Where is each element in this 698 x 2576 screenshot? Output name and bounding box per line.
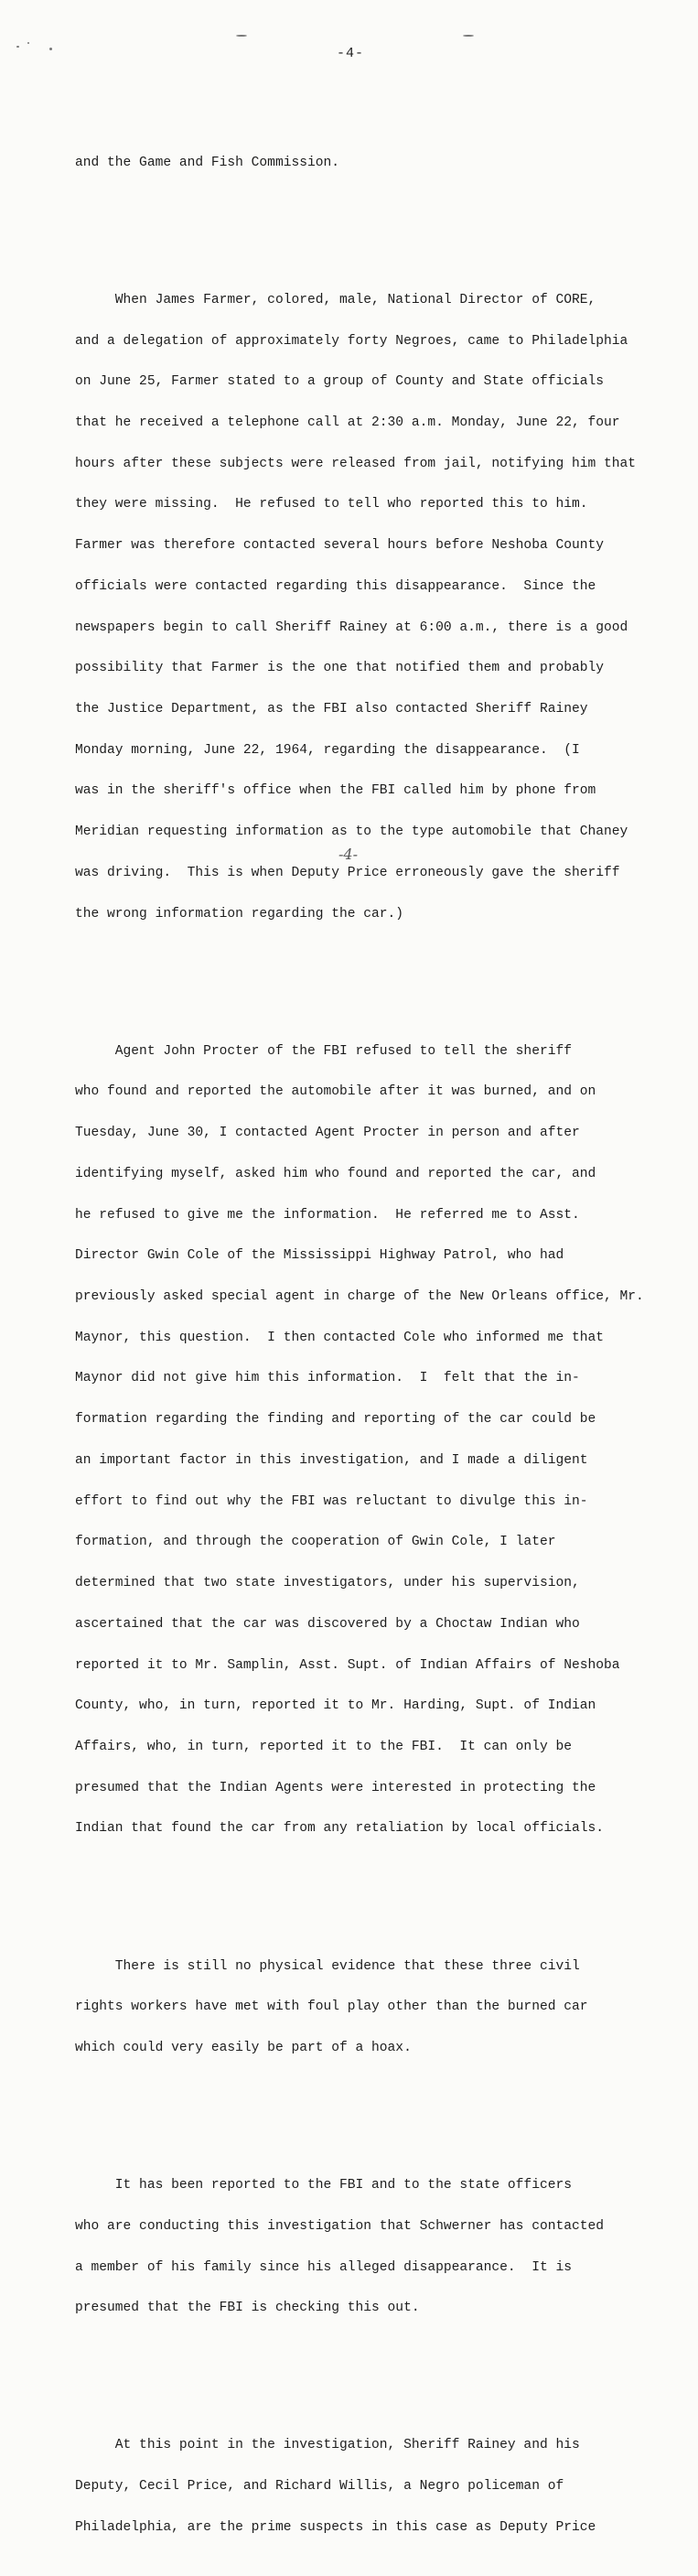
text-line: ascertained that the car was discovered by a Choctaw Indian who: [75, 1616, 580, 1632]
text-line: was in the sheriff's office when the FBI called him by phone from: [75, 783, 596, 799]
paragraph: [75, 1018, 660, 1863]
document-body: [75, 102, 660, 2576]
paragraph: [75, 2412, 660, 2562]
text-line: identifying myself, asked him who found and reported the car, and: [75, 1166, 596, 1181]
paragraph: [75, 129, 660, 198]
text-line: formation regarding the finding and reporting of the car could be: [75, 1412, 596, 1428]
text-line: they were missing. He refused to tell who reported this to him.: [75, 497, 588, 512]
text-line: effort to find out why the FBI was reluctant to divulge this in-: [75, 1493, 588, 1509]
text-line: an important factor in this investigation, and I made a diligent: [75, 1452, 588, 1468]
text-line: newspapers begin to call Sheriff Rainey at 6:00 a.m., there is a good: [75, 620, 628, 635]
text-line: who found and reported the automobile after it was burned, and on: [75, 1084, 596, 1100]
text-line: County, who, in turn, reported it to Mr. Harding, Supt. of Indian: [75, 1698, 596, 1714]
text-line: a member of his family since his alleged disappearance. It is: [75, 2259, 572, 2275]
paragraph: [75, 266, 660, 948]
text-line: At this point in the investigation, Sheriff Rainey and his: [75, 2438, 580, 2453]
text-line: who are conducting this investigation that Schwerner has contacted: [75, 2218, 605, 2234]
text-line: Agent John Procter of the FBI refused to tell the sheriff: [75, 1043, 572, 1059]
text-line: which could very easily be part of a hoax.: [75, 2040, 412, 2055]
scan-speck: [16, 46, 19, 48]
text-line: officials were contacted regarding this disappearance. Since the: [75, 578, 596, 594]
text-line: that he received a telephone call at 2:30 a.m. Monday, June 22, four: [75, 415, 620, 430]
text-line: When James Farmer, colored, male, National Director of CORE,: [75, 292, 596, 307]
text-line: was driving. This is when Deputy Price erroneously gave the sheriff: [75, 865, 620, 880]
scan-speck: [463, 35, 474, 37]
text-line: presumed that the FBI is checking this out.: [75, 2301, 420, 2316]
text-line: Maynor did not give him this information. I felt that the in-: [75, 1371, 580, 1386]
text-line: on June 25, Farmer stated to a group of County and State officials: [75, 374, 605, 390]
paragraph: [75, 1933, 660, 2083]
text-line: Meridian requesting information as to the type automobile that Chaney: [75, 825, 628, 840]
text-line: Farmer was therefore contacted several hours before Neshoba County: [75, 538, 605, 554]
text-line: formation, and through the cooperation of Gwin Cole, I later: [75, 1535, 556, 1550]
text-line: Director Gwin Cole of the Mississippi Highway Patrol, who had: [75, 1248, 564, 1264]
text-line: It has been reported to the FBI and to the state officers: [75, 2178, 572, 2193]
text-line: Deputy, Cecil Price, and Richard Willis, a Negro policeman of: [75, 2479, 564, 2495]
text-line: Affairs, who, in turn, reported it to the FBI. It can only be: [75, 1739, 572, 1754]
text-line: previously asked special agent in charge of the New Orleans office, Mr.: [75, 1289, 644, 1305]
text-line: and a delegation of approximately forty Negroes, came to Philadelphia: [75, 333, 628, 349]
text-line: hours after these subjects were released from jail, notifying him that: [75, 456, 637, 471]
text-line: determined that two state investigators, under his supervision,: [75, 1576, 580, 1591]
page-number-top: -4-: [337, 46, 365, 61]
text-line: Monday morning, June 22, 1964, regarding the disappearance. (I: [75, 742, 580, 758]
text-line: Tuesday, June 30, I contacted Agent Procter in person and after: [75, 1126, 580, 1141]
scan-speck: [49, 48, 52, 50]
page-number-bottom: -4-: [338, 846, 358, 863]
scan-speck: [27, 42, 29, 44]
text-line: and the Game and Fish Commission.: [75, 155, 340, 170]
text-line: the wrong information regarding the car.): [75, 906, 404, 922]
text-line: Philadelphia, are the prime suspects in this case as Deputy Price: [75, 2519, 596, 2535]
text-line: There is still no physical evidence that these three civil: [75, 1958, 580, 1974]
text-line: presumed that the Indian Agents were interested in protecting the: [75, 1780, 596, 1795]
text-line: he refused to give me the information. He referred me to Asst.: [75, 1207, 580, 1223]
text-line: the Justice Department, as the FBI also contacted Sheriff Rainey: [75, 701, 588, 717]
text-line: rights workers have met with foul play other than the burned car: [75, 1999, 588, 2015]
text-line: Indian that found the car from any retaliation by local officials.: [75, 1821, 605, 1837]
scan-speck: [236, 35, 247, 37]
text-line: reported it to Mr. Samplin, Asst. Supt. of Indian Affairs of Neshoba: [75, 1657, 620, 1673]
paragraph: [75, 2151, 660, 2343]
text-line: Maynor, this question. I then contacted Cole who informed me that: [75, 1330, 605, 1345]
text-line: possibility that Farmer is the one that notified them and probably: [75, 661, 605, 676]
